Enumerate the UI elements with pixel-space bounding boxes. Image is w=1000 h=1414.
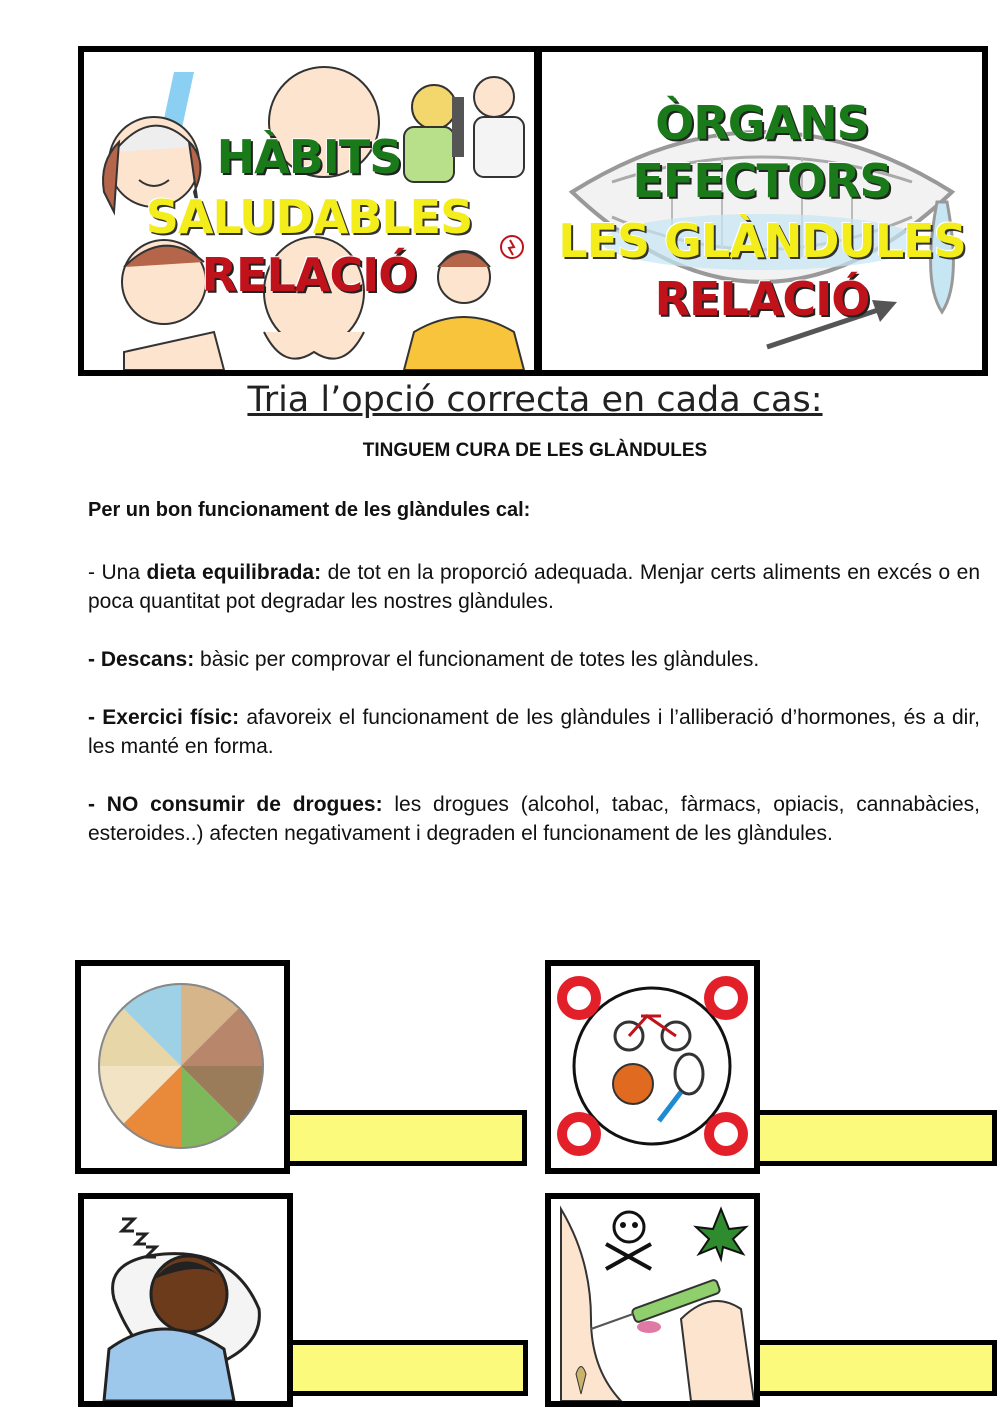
intro-text: Per un bon funcionament de les glàndules cal:: [88, 499, 531, 521]
item-drugs: [88, 790, 980, 848]
banner-right-line4: RELACIÓ: [654, 272, 870, 326]
banner-right-line1: ÒRGANS: [655, 96, 869, 150]
drugs-icon: [551, 1199, 754, 1401]
card-exercise: [545, 960, 760, 1174]
item-rest-term: - Descans:: [88, 648, 195, 671]
banner-right-line3: LES GLÀNDULES: [558, 214, 966, 268]
card-rest: [78, 1193, 293, 1407]
card-drugs: [545, 1193, 760, 1407]
item-rest-text: bàsic per comprovar el funcionament de totes les glàndules.: [194, 648, 760, 671]
answer-box-4[interactable]: [755, 1340, 997, 1396]
sleeping-child-icon: [84, 1199, 287, 1401]
page-subtitle: TINGUEM CURA DE LES GLÀNDULES: [362, 440, 708, 461]
item-diet-text: de tot en la proporció adequada. Menjar certs aliments en excés o en poca quantitat pot degradar les nostres glàndules.: [88, 561, 980, 613]
banner-habits: [78, 46, 540, 376]
page-title: Tria l’opció correcta en cada cas:: [247, 380, 823, 420]
banner-right-line2: EFECTORS: [632, 154, 892, 208]
item-rest: [88, 645, 980, 674]
item-diet-term: dieta equilibrada:: [146, 561, 322, 584]
item-exercise: [88, 703, 980, 761]
sports-icon: [551, 966, 754, 1168]
item-drugs-text: les drogues (alcohol, tabac, fàrmacs, opiacis, cannabàcies, esteroides..) afecten negativament i degraden el funcionament de les glàndules.: [88, 793, 980, 845]
item-drugs-term: - NO consumir de drogues:: [88, 793, 383, 816]
banner-left-line1: HÀBITS: [216, 130, 402, 184]
food-wheel-icon: [81, 966, 284, 1168]
banner-left-line2: SALUDABLES: [145, 190, 473, 244]
answer-box-1[interactable]: [285, 1110, 527, 1166]
banner-left-line3: RELACIÓ: [201, 248, 417, 302]
item-exercise-term: - Exercici físic:: [88, 706, 240, 729]
answer-box-3[interactable]: [288, 1340, 528, 1396]
answer-box-2[interactable]: [755, 1110, 997, 1166]
card-food-wheel: [75, 960, 290, 1174]
item-exercise-text: afavoreix el funcionament de les glàndules i l’alliberació d’hormones, és a dir, les manté en forma.: [88, 706, 980, 758]
item-diet: [88, 558, 980, 616]
banner-organs: [536, 46, 988, 376]
item-diet-prefix: - Una: [88, 561, 147, 584]
